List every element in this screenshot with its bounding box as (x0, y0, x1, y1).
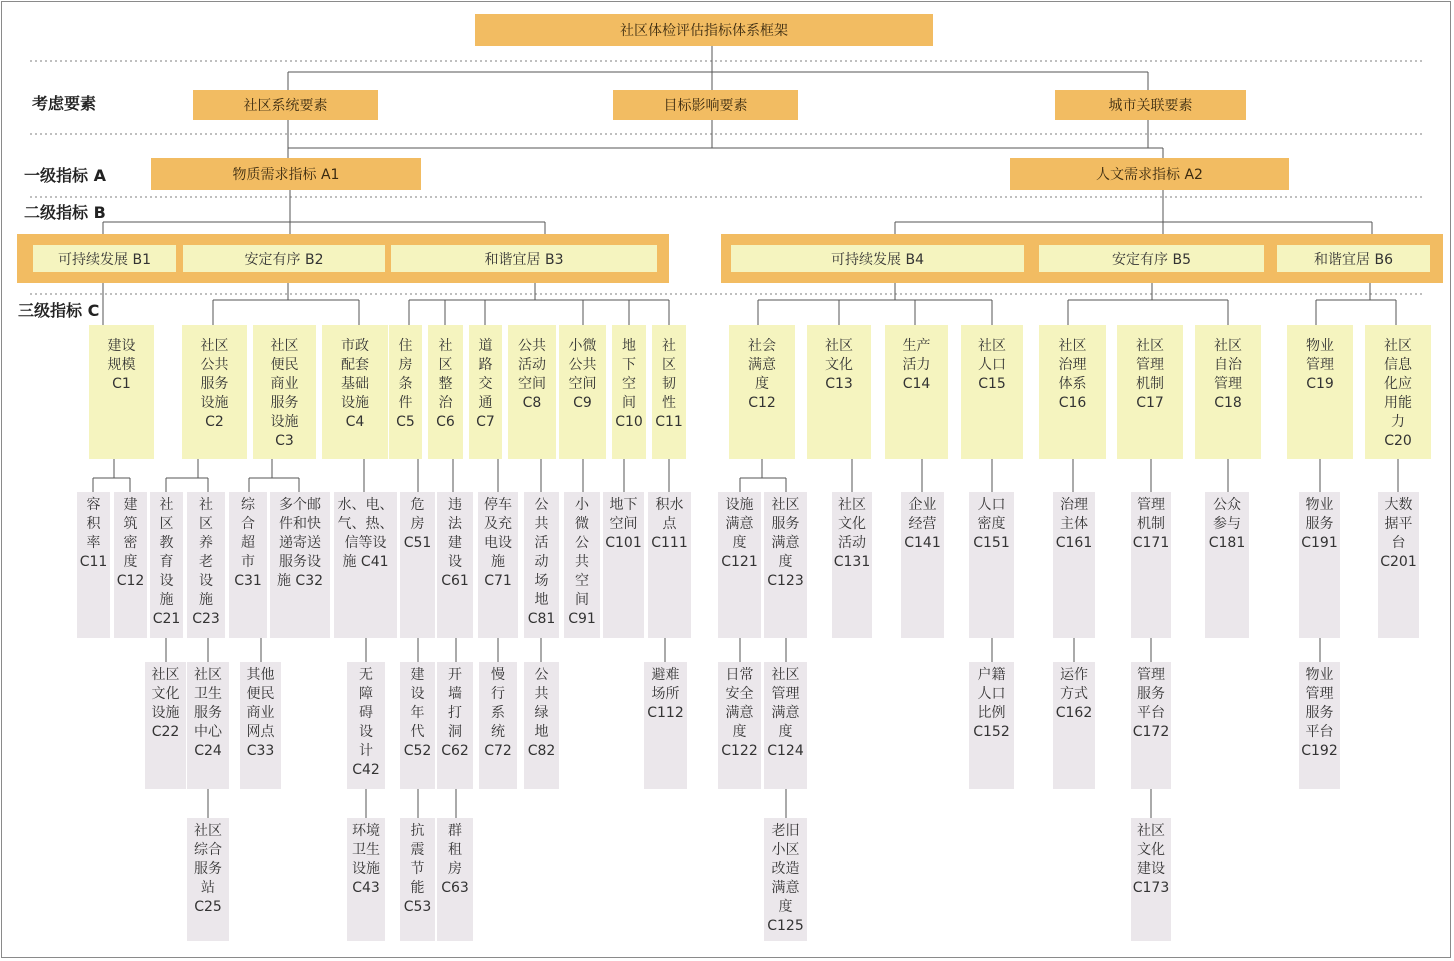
indicator-box: 大数 据平 台 C201 (1378, 492, 1419, 638)
level-a-box: 人文需求指标 A2 (1010, 158, 1289, 190)
indicator-box: 无 障 碍 设 计 C42 (347, 662, 385, 789)
section-label-level-c: 三级指标 C (18, 301, 100, 320)
indicator-box: 管理 服务 平台 C172 (1131, 662, 1171, 789)
indicator-box: 管理 机制 C171 (1131, 492, 1171, 638)
indicator-box: 设施 满意 度 C121 (718, 492, 761, 638)
indicator-box: 公 共 活 动 场 地 C81 (524, 492, 559, 638)
level-c-box: 市政 配套 基础 设施 C4 (322, 325, 388, 459)
indicator-box: 社区 文化 建设 C173 (1131, 818, 1171, 941)
level-c-box: 社区 治理 体系 C16 (1039, 325, 1106, 459)
diagram-title: 社区体检评估指标体系框架 (475, 14, 933, 46)
level-c-box: 生产 活力 C14 (885, 325, 948, 459)
indicator-box: 社区 综合 服务 站 C25 (187, 818, 229, 941)
indicator-box: 社 区 教 育 设 施 C21 (150, 492, 183, 638)
level-c-box: 建设 规模 C1 (89, 325, 154, 459)
factor-box: 社区系统要素 (193, 90, 378, 120)
level-b-box: 可持续发展 B1 (33, 245, 176, 272)
level-c-box: 道 路 交 通 C7 (469, 325, 502, 459)
level-c-box: 社区 信息 化应 用能 力 C20 (1365, 325, 1431, 459)
indicator-box: 公 共 绿 地 C82 (524, 662, 559, 789)
indicator-box: 物业 管理 服务 平台 C192 (1299, 662, 1340, 789)
section-label-factors: 考虑要素 (32, 94, 97, 113)
indicator-box: 户籍 人口 比例 C152 (969, 662, 1014, 789)
level-b-box: 安定有序 B5 (1039, 245, 1264, 272)
indicator-box: 群 租 房 C63 (437, 818, 473, 941)
indicator-box: 社区 文化 设施 C22 (145, 662, 186, 789)
indicator-box: 其他 便民 商业 网点 C33 (240, 662, 281, 789)
level-b-box: 和谐宜居 B3 (391, 245, 657, 272)
indicator-box: 小 微 公 共 空 间 C91 (564, 492, 600, 638)
level-c-box: 社区 自治 管理 C18 (1195, 325, 1261, 459)
level-c-box: 社 区 整 治 C6 (428, 325, 463, 459)
level-c-box: 社 区 韧 性 C11 (652, 325, 686, 459)
indicator-box: 社区 服务 满意 度 C123 (764, 492, 807, 638)
indicator-box: 环境 卫生 设施 C43 (347, 818, 385, 941)
indicator-box: 人口 密度 C151 (969, 492, 1014, 638)
indicator-box: 停车 及充 电设 施 C71 (478, 492, 518, 638)
indicator-box: 积水 点 C111 (648, 492, 691, 638)
indicator-box: 社区 管理 满意 度 C124 (764, 662, 807, 789)
indicator-box: 水、电、 气、热、 信等设 施 C41 (334, 492, 397, 638)
level-c-box: 社区 人口 C15 (961, 325, 1023, 459)
level-b-box: 和谐宜居 B6 (1277, 245, 1430, 272)
indicator-box: 社区 文化 活动 C131 (832, 492, 872, 638)
level-c-box: 物业 管理 C19 (1287, 325, 1353, 459)
indicator-box: 老旧 小区 改造 满意 度 C125 (764, 818, 807, 941)
indicator-box: 企业 经营 C141 (901, 492, 944, 638)
indicator-box: 物业 服务 C191 (1299, 492, 1340, 638)
level-c-box: 社区 便民 商业 服务 设施 C3 (253, 325, 316, 459)
indicator-box: 开 墙 打 洞 C62 (437, 662, 473, 789)
indicator-box: 慢 行 系 统 C72 (479, 662, 517, 789)
level-c-box: 住 房 条 件 C5 (389, 325, 422, 459)
indicator-box: 危 房 C51 (400, 492, 435, 638)
indicator-box: 治理 主体 C161 (1053, 492, 1095, 638)
indicator-box: 公众 参与 C181 (1205, 492, 1249, 638)
level-c-box: 社会 满意 度 C12 (729, 325, 795, 459)
indicator-box: 社区 卫生 服务 中心 C24 (187, 662, 229, 789)
indicator-box: 地下 空间 C101 (603, 492, 644, 638)
level-a-box: 物质需求指标 A1 (151, 158, 421, 190)
level-c-box: 社区 文化 C13 (807, 325, 871, 459)
indicator-box: 综 合 超 市 C31 (229, 492, 267, 638)
level-c-box: 小微 公共 空间 C9 (559, 325, 606, 459)
indicator-box: 违 法 建 设 C61 (437, 492, 473, 638)
level-b-box: 可持续发展 B4 (731, 245, 1024, 272)
section-label-level-a: 一级指标 A (24, 166, 106, 185)
indicator-box: 运作 方式 C162 (1053, 662, 1095, 789)
factor-box: 城市关联要素 (1055, 90, 1246, 120)
indicator-box: 建 筑 密 度 C12 (114, 492, 147, 638)
indicator-box: 避难 场所 C112 (644, 662, 687, 789)
section-label-level-b: 二级指标 B (24, 203, 106, 222)
level-b-box: 安定有序 B2 (183, 245, 385, 272)
factor-box: 目标影响要素 (613, 90, 798, 120)
level-c-box: 地 下 空 间 C10 (612, 325, 646, 459)
indicator-box: 日常 安全 满意 度 C122 (718, 662, 761, 789)
level-c-box: 社区 公共 服务 设施 C2 (182, 325, 247, 459)
indicator-box: 多个邮 件和快 递寄送 服务设 施 C32 (270, 492, 330, 638)
indicator-box: 抗 震 节 能 C53 (400, 818, 435, 941)
level-c-box: 公共 活动 空间 C8 (508, 325, 556, 459)
level-c-box: 社区 管理 机制 C17 (1117, 325, 1183, 459)
indicator-box: 社 区 养 老 设 施 C23 (187, 492, 225, 638)
indicator-box: 容 积 率 C11 (77, 492, 110, 638)
indicator-box: 建 设 年 代 C52 (400, 662, 435, 789)
